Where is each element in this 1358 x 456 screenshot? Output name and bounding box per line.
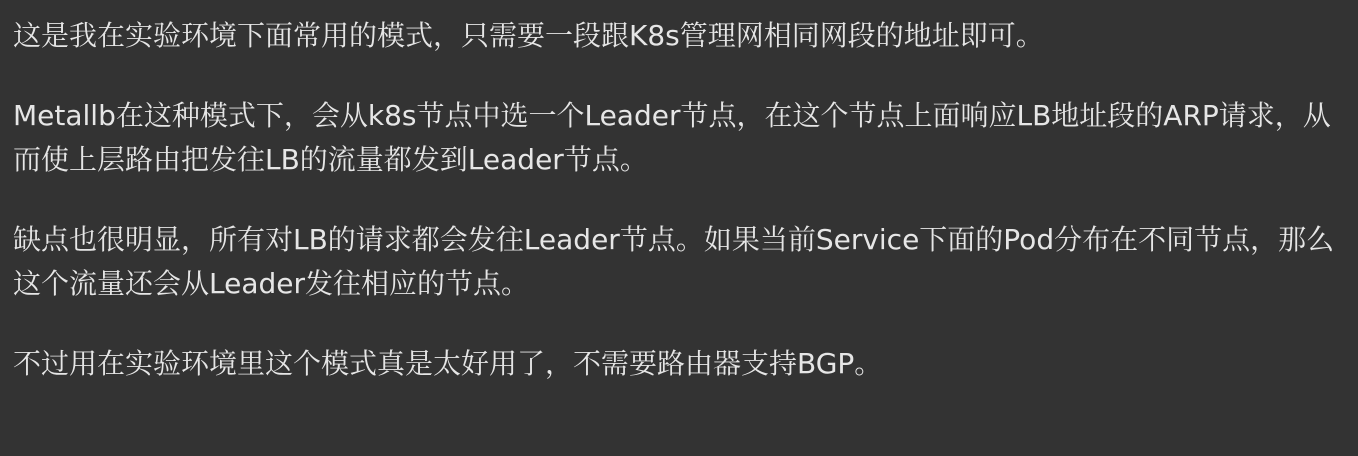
paragraph-conclusion: 不过用在实验环境里这个模式真是太好用了，不需要路由器支持BGP。: [13, 347, 883, 380]
paragraph-intro: 这是我在实验环境下面常用的模式，只需要一段跟K8s管理网相同网段的地址即可。: [13, 19, 1044, 52]
paragraph-leader-election: Metallb在这种模式下，会从k8s节点中选一个Leader节点，在这个节点上面响应LB地址段的ARP请求，从而使上层路由把发往LB的流量都发到Leader节点。: [13, 99, 1331, 176]
paragraph-drawback: 缺点也很明显，所有对LB的请求都会发往Leader节点。如果当前Service下面的Pod分布在不同节点，那么这个流量还会从Leader发往相应的节点。: [13, 223, 1335, 300]
